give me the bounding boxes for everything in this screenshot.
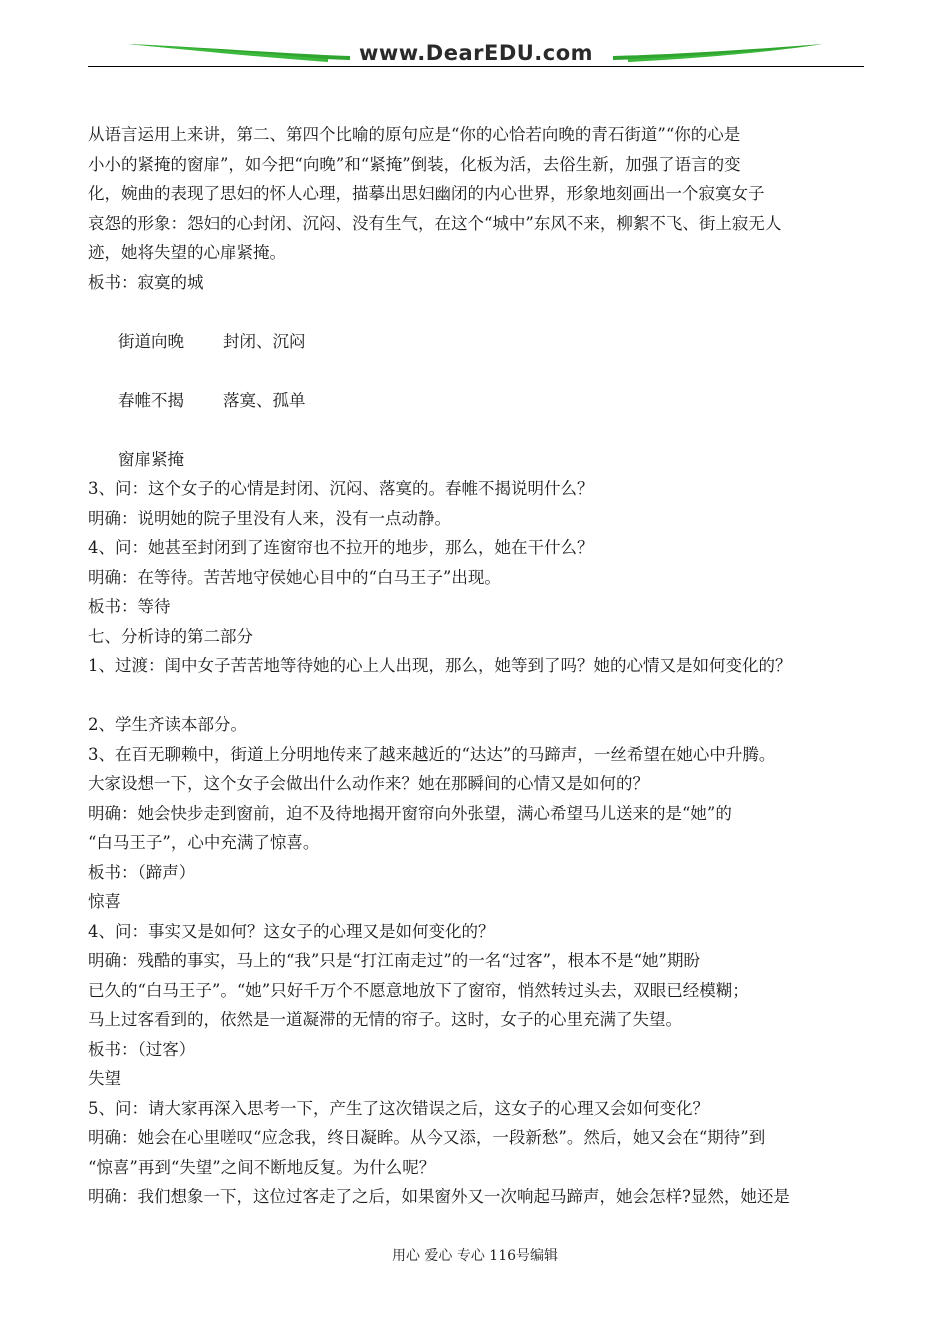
board-row [88,327,878,357]
paragraph-line: 小小的紧掩的窗扉”，如今把“向晚”和“紧掩”倒装，化板为活，去俗生新，加强了语言的变 [88,154,741,174]
paragraph-line: 5、问：请大家再深入思考一下，产生了这次错误之后，这女子的心理又会如何变化？ [88,1098,709,1118]
site-logo-text: www.DearEDU.com [358,41,594,65]
board-cell: 封闭、沉闷 [223,331,306,351]
paragraph-line: 明确：她会在心里嗟叹“应念我，终日凝眸。从今又添，一段新愁”。然后，她又会在“期待”到 [88,1128,766,1147]
paragraph-line: 2、学生齐读本部分。 [88,715,247,734]
paragraph-line: 惊喜 [88,892,121,911]
paragraph-line: 明确：残酷的事实，马上的“我”只是“打江南走过”的一名“过客”，根本不是“她”期盼 [88,951,700,970]
paragraph-line: 从语言运用上来讲，第二、第四个比喻的原句应是“你的心恰若向晚的青石街道”“你的心是 [88,125,741,144]
paragraph-line: 失望 [88,1069,121,1088]
paragraph-line: 3、问：这个女子的心情是封闭、沉闷、落寞的。春帷不揭说明什么？ [88,479,594,498]
paragraph-line: 板书：（蹄声） [88,862,196,882]
paragraph-line: 板书：（过客） [88,1039,196,1059]
board-cell: 落寞、孤单 [223,390,306,410]
paragraph-line: 大家设想一下，这个女子会做出什么动作来？她在那瞬间的心情又是如何的？ [88,774,649,793]
paragraph-line: 迹，她将失望的心扉紧掩。 [88,243,286,262]
paragraph-line: 明确：说明她的院子里没有人来，没有一点动静。 [88,508,451,528]
paragraph-line: 已久的“白马王子”。“她”只好千万个不愿意地放下了窗帘，悄然转过头去，双眼已经模糊； [88,980,749,1000]
paragraph-line: 3、在百无聊赖中，街道上分明地传来了越来越近的“达达”的马蹄声，一丝希望在她心中升腾。 [88,744,776,764]
board-cell: 街道向晚 [118,331,184,351]
page-footer: 用心 爱心 专心 116号编辑 [391,1248,559,1264]
paragraph-line: 明确：她会快步走到窗前，迫不及待地揭开窗帘向外张望，满心希望马儿送来的是“她”的 [88,803,732,823]
board-row [88,386,878,416]
paragraph-line: 马上过客看到的，依然是一道凝滞的无情的帘子。这时，女子的心里充满了失望。 [88,1010,682,1029]
header-rule [88,66,864,67]
board-heading: 板书：寂寞的城 [88,272,204,292]
paragraph-line: “惊喜”再到“失望”之间不断地反复。为什么呢？ [88,1157,436,1177]
section-heading: 七、分析诗的第二部分 [88,626,253,646]
paragraph-line: 化，婉曲的表现了思妇的怀人心理，描摹出思妇幽闭的内心世界，形象地刻画出一个寂寞女子 [88,184,765,203]
paragraph-line: 明确：我们想象一下，这位过客走了之后，如果窗外又一次响起马蹄声，她会怎样?显然，她还是 [88,1187,790,1206]
paragraph-line: 哀怨的形象：怨妇的心封闭、沉闷、没有生气，在这个“城中”东风不来，柳絮不飞、街上寂无人 [88,213,782,233]
board-cell: 春帷不揭 [118,390,184,410]
paragraph-line: 4、问：她甚至封闭到了连窗帘也不拉开的地步，那么，她在干什么？ [88,538,594,557]
document-body [88,120,878,1212]
paragraph-line: 4、问：事实又是如何？这女子的心理又是如何变化的？ [88,921,495,941]
board-row [88,445,878,475]
paragraph-line: “白马王子”，心中充满了惊喜。 [88,833,320,852]
board-cell: 窗扉紧掩 [118,449,184,469]
paragraph-line: 板书：等待 [88,597,171,616]
paragraph-line: 1、过渡：闺中女子苦苦地等待她的心上人出现，那么，她等到了吗？她的心情又是如何变化的？ [88,656,792,675]
paragraph-line: 明确：在等待。苦苦地守侯她心目中的“白马王子”出现。 [88,567,501,587]
